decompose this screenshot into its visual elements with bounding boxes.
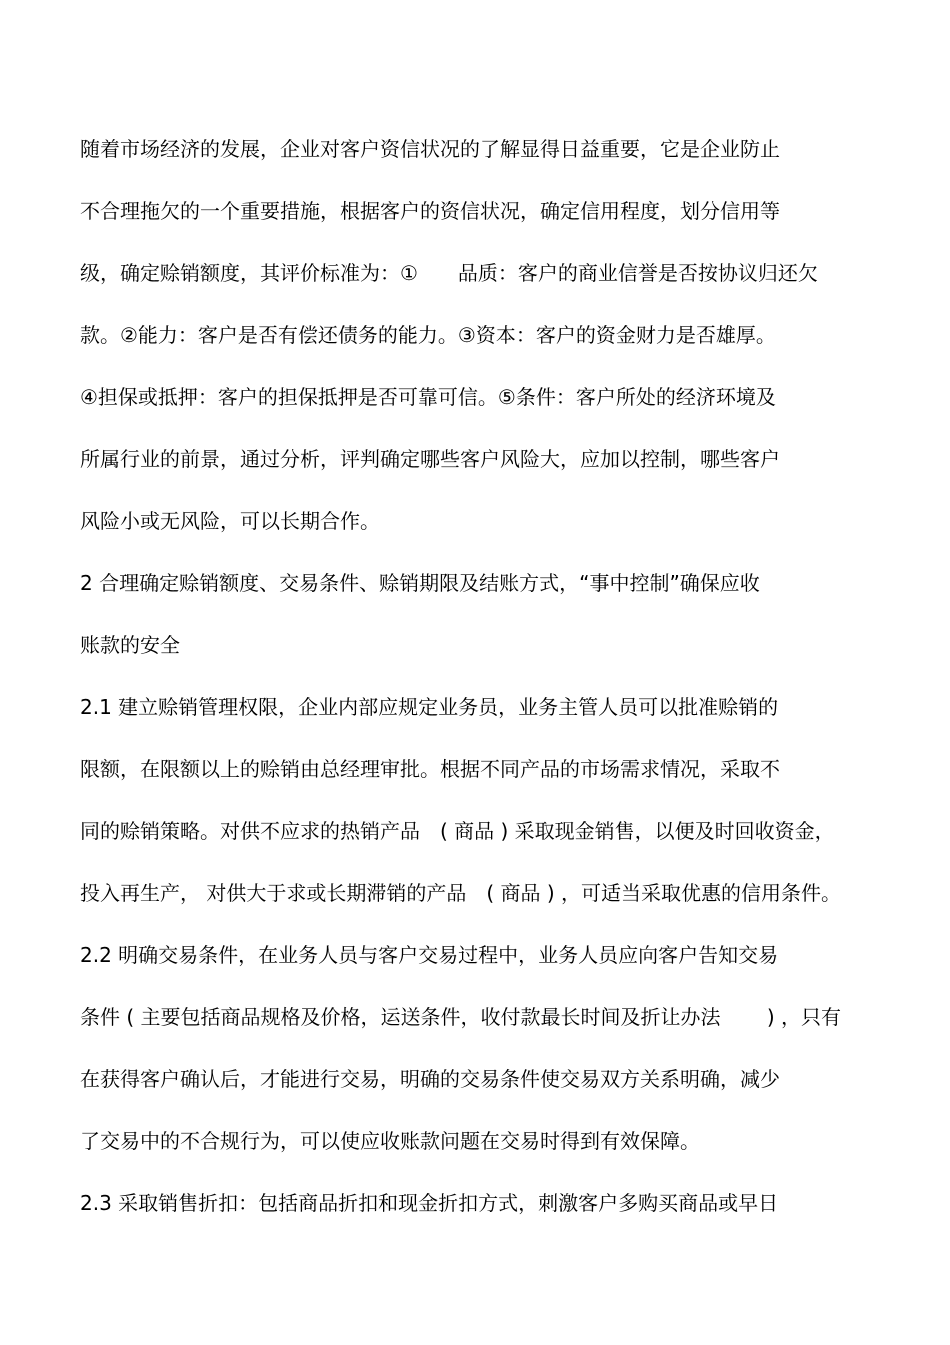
text-line-7: 风险小或无风险，可以长期合作。 xyxy=(80,509,380,533)
section-2-2-line-1: 2.2 明确交易条件，在业务人员与客户交易过程中，业务人员应向客户告知交易 xyxy=(80,943,779,967)
text-line-5: ④担保或抵押：客户的担保抵押是否可靠可信。⑤条件：客户所处的经济环境及 xyxy=(80,385,776,409)
text-line-4: 款。②能力：客户是否有偿还债务的能力。③资本：客户的资金财力是否雄厚。 xyxy=(80,323,776,347)
section-heading-2-cont: 账款的安全 xyxy=(80,633,180,657)
section-2-1-line-1: 2.1 建立赊销管理权限，企业内部应规定业务员，业务主管人员可以批准赊销的 xyxy=(80,695,779,719)
section-2-3-line-1: 2.3 采取销售折扣：包括商品折扣和现金折扣方式，刺激客户多购买商品或早日 xyxy=(80,1191,779,1215)
section-heading-2: 2 合理确定赊销额度、交易条件、赊销期限及结账方式，“事中控制”确保应收 xyxy=(80,571,760,595)
section-2-1-line-3: 同的赊销策略。对供不应求的热销产品 ( 商品 ) 采取现金销售，以便及时回收资金， xyxy=(80,819,835,843)
section-2-2-line-2: 条件 ( 主要包括商品规格及价格，运送条件，收付款最长时间及折让办法 ) ，只有 xyxy=(80,1005,842,1029)
section-2-1-line-4: 投入再生产， 对供大于求或长期滞销的产品 ( 商品 ) ，可适当采取优惠的信用条件。 xyxy=(80,881,842,905)
section-2-2-line-4: 了交易中的不合规行为，可以使应收账款问题在交易时得到有效保障。 xyxy=(80,1129,700,1153)
text-line-2: 不合理拖欠的一个重要措施，根据客户的资信状况，确定信用程度，划分信用等 xyxy=(80,199,780,223)
section-2-1-line-2: 限额，在限额以上的赊销由总经理审批。根据不同产品的市场需求情况，采取不 xyxy=(80,757,780,781)
text-line-6: 所属行业的前景，通过分析，评判确定哪些客户风险大，应加以控制，哪些客户 xyxy=(80,447,780,471)
text-line-1: 随着市场经济的发展，企业对客户资信状况的了解显得日益重要，它是企业防止 xyxy=(80,137,780,161)
section-2-2-line-3: 在获得客户确认后，才能进行交易，明确的交易条件使交易双方关系明确，减少 xyxy=(80,1067,780,1091)
text-line-3: 级，确定赊销额度，其评价标准为：① 品质：客户的商业信誉是否按协议归还欠 xyxy=(80,261,818,285)
